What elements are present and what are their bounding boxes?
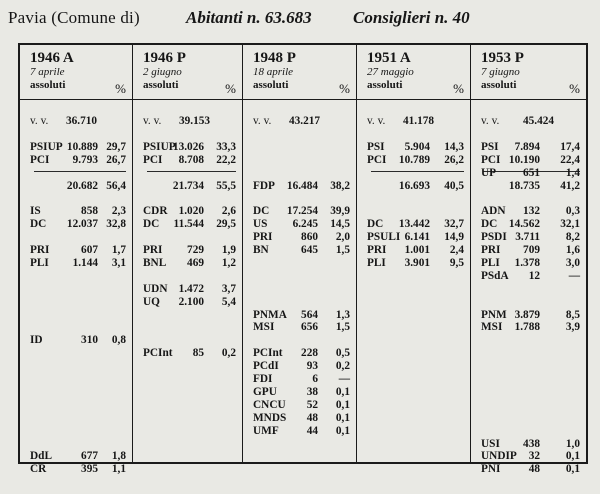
party-label: PCI [143,153,163,166]
vote-count: 564 [301,308,318,321]
party-row [471,257,586,269]
valid-votes-row [133,115,242,127]
party-row [20,244,132,256]
vote-percent: 3,1 [111,256,126,269]
party-label: CNCU [253,398,286,411]
vote-count: 38 [306,385,318,398]
party-row [243,360,356,372]
party-row [471,141,586,153]
vote-percent: 38,2 [330,179,350,192]
vote-count: 39.153 [179,115,211,127]
vote-count: 3.879 [514,308,540,321]
vote-count: 438 [523,437,540,450]
vote-percent: 2,0 [335,231,350,244]
party-row [20,463,132,475]
party-row [243,309,356,321]
party-row [243,373,356,385]
column-header [133,45,242,100]
vote-percent: 1,2 [221,256,236,269]
absolute-label: assoluti [30,79,66,91]
party-label: PLI [367,256,386,269]
party-row [243,321,356,333]
vote-count: 6.245 [292,218,318,231]
vote-percent: 32,7 [444,218,464,231]
party-row [133,296,242,308]
party-row [471,231,586,243]
party-row [20,450,132,462]
party-label: PCdI [253,360,279,373]
party-row [243,205,356,217]
vote-percent: 39,9 [330,205,350,218]
vote-count: 93 [306,360,318,373]
party-label: PSULI [367,231,401,244]
party-label: PLI [30,256,49,269]
party-label: CR [30,463,47,476]
vote-count: 13.442 [398,218,430,231]
party-row [133,141,242,153]
party-label: PNM [481,308,507,321]
party-label: PSDI [481,231,507,244]
vote-count: 16.693 [398,179,430,192]
party-label: PCInt [253,347,283,360]
party-label: UQ [143,295,160,308]
vote-percent: — [338,373,350,385]
vote-percent: 0,1 [565,450,580,463]
party-label: PRI [367,244,387,256]
party-label: MNDS [253,411,287,424]
vote-count: 656 [301,321,318,334]
party-row [471,309,586,321]
vote-percent: 1,5 [335,321,350,334]
vote-count: 607 [81,244,98,256]
vote-percent: 3,0 [565,256,580,269]
party-label: v. v. [143,115,162,127]
party-label: PRI [481,244,501,256]
vote-percent: 0,1 [565,463,580,476]
party-label: PNMA [253,308,287,321]
year-column [132,45,242,462]
party-label: FDI [253,373,273,385]
election-year: 1951 A [367,50,411,66]
party-row [133,283,242,295]
vote-count: 3.901 [404,256,430,269]
percent-label: % [569,81,580,96]
vote-percent: 55,5 [216,179,236,192]
valid-votes-row [357,115,470,127]
party-label: UMF [253,424,279,437]
vote-percent: 1,5 [335,244,350,256]
vote-count: 18.735 [508,179,540,192]
vote-percent: 29,5 [216,218,236,231]
absolute-label: assoluti [143,79,179,91]
subtotal-row [357,180,470,192]
party-row [357,154,470,166]
vote-percent: 29,7 [106,140,126,153]
absolute-label: assoluti [481,79,517,91]
party-label: v. v. [253,115,272,127]
party-label: ADN [481,205,506,218]
year-column [470,45,586,476]
vote-percent: 1,8 [111,450,126,463]
vote-percent: 32,8 [106,218,126,231]
party-label: PCInt [143,347,173,360]
party-label: v. v. [367,115,386,127]
party-label: US [253,218,268,231]
party-label: v. v. [30,115,49,127]
election-date: 18 aprile [253,66,294,78]
vote-count: 13.026 [172,140,204,153]
party-label: UP [481,166,497,179]
vote-count: 41.178 [403,115,435,127]
vote-percent: 26,7 [106,153,126,166]
year-column [356,45,470,462]
party-row [20,205,132,217]
vote-count: 7.894 [514,140,540,153]
party-row [243,244,356,256]
vote-count: 9.793 [72,153,98,166]
party-label: DC [481,218,498,231]
vote-percent: 3,9 [565,321,580,334]
year-column [242,45,356,462]
vote-percent: 26,2 [444,153,464,166]
vote-percent: 0,3 [565,205,580,218]
party-label: ID [30,334,43,347]
election-date: 7 giugno [481,66,520,78]
party-row [20,141,132,153]
party-label: DC [30,218,47,231]
party-label: USI [481,437,500,450]
valid-votes-row [20,115,132,127]
party-row [243,180,356,192]
party-row [20,218,132,230]
percent-label: % [453,81,464,96]
election-date: 7 aprile [30,66,65,78]
vote-percent: 40,5 [444,179,464,192]
vote-count: 20.682 [66,179,98,192]
party-label: DC [367,218,384,231]
party-label: PCI [481,153,501,166]
vote-percent: 56,4 [106,179,126,192]
vote-count: 45.424 [523,115,555,127]
party-label: PRI [253,231,273,244]
vote-count: 645 [301,244,318,256]
vote-count: 3.711 [515,231,540,244]
party-row [20,257,132,269]
absolute-label: assoluti [253,79,289,91]
party-row [243,386,356,398]
column-header [20,45,132,100]
vote-count: 6 [312,373,318,385]
vote-percent: 0,8 [111,334,126,347]
vote-percent: 1,4 [565,166,580,179]
vote-percent: — [568,269,580,282]
vote-percent: 32,1 [560,218,580,231]
party-row [471,270,586,282]
vote-percent: 0,1 [335,424,350,437]
vote-count: 860 [301,231,318,244]
election-year: 1953 P [481,50,524,66]
vote-count: 8.708 [178,153,204,166]
party-row [133,218,242,230]
vote-count: 12.037 [66,218,98,231]
party-label: FDP [253,179,275,192]
party-label: CDR [143,205,168,218]
vote-count: 5.904 [404,140,430,153]
vote-percent: 9,5 [449,256,464,269]
councillors-count: Consiglieri n. 40 [353,8,470,27]
party-label: PCI [367,153,387,166]
vote-percent: 8,5 [565,308,580,321]
vote-count: 10.889 [66,140,98,153]
party-row [133,154,242,166]
party-label: PNI [481,463,501,476]
vote-percent: 0,1 [335,411,350,424]
subtotal-row [20,180,132,192]
vote-count: 48 [528,463,540,476]
vote-percent: 3,7 [221,282,236,295]
vote-percent: 1,1 [111,463,126,476]
party-label: BNL [143,256,167,269]
party-label: BN [253,244,269,256]
vote-count: 14.562 [508,218,540,231]
vote-percent: 14,5 [330,218,350,231]
election-year: 1946 P [143,50,186,66]
vote-percent: 1,0 [565,437,580,450]
vote-count: 228 [301,347,318,360]
vote-count: 85 [192,347,204,360]
percent-label: % [115,81,126,96]
party-label: UNDIP [481,450,517,463]
party-label: PSI [367,140,385,153]
party-row [243,399,356,411]
party-row [357,244,470,256]
party-row [471,463,586,475]
party-label: PSdA [481,269,509,282]
vote-count: 858 [81,205,98,218]
party-row [133,257,242,269]
election-year: 1948 P [253,50,296,66]
party-row [471,438,586,450]
vote-count: 1.144 [72,256,98,269]
party-label: PLI [481,256,500,269]
vote-percent: 0,2 [335,360,350,373]
vote-count: 1.378 [514,256,540,269]
election-date: 27 maggio [367,66,414,78]
percent-label: % [339,81,350,96]
vote-count: 6.141 [404,231,430,244]
vote-percent: 2,6 [221,205,236,218]
vote-percent: 0,1 [335,385,350,398]
vote-count: 677 [81,450,98,463]
party-row [133,205,242,217]
election-year: 1946 A [30,50,74,66]
party-row [243,425,356,437]
vote-percent: 17,4 [560,140,580,153]
vote-percent: 22,4 [560,153,580,166]
vote-count: 1.001 [404,244,430,256]
vote-count: 310 [81,334,98,347]
subtotal-rule [371,171,464,172]
party-row [357,257,470,269]
party-label: DC [143,218,160,231]
inhabitants-count: Abitanti n. 63.683 [186,8,312,27]
party-label: PSI [481,140,499,153]
vote-percent: 14,3 [444,140,464,153]
vote-count: 43.217 [289,115,321,127]
election-results-table [18,43,588,476]
vote-percent: 14,9 [444,231,464,244]
party-label: PRI [143,244,163,256]
vote-percent: 8,2 [565,231,580,244]
vote-percent: 2,4 [449,244,464,256]
vote-count: 132 [523,205,540,218]
vote-count: 10.190 [508,153,540,166]
party-label: PCI [30,153,50,166]
vote-count: 709 [523,244,540,256]
party-label: UDN [143,282,168,295]
vote-count: 729 [187,244,204,256]
subtotal-row [471,180,586,192]
party-row [243,412,356,424]
vote-count: 1.020 [178,205,204,218]
party-row [20,334,132,346]
vote-percent: 0,2 [221,347,236,360]
party-row [471,244,586,256]
valid-votes-row [471,115,586,127]
election-date: 2 giugno [143,66,182,78]
party-row [243,347,356,359]
party-label: PRI [30,244,50,256]
party-row [357,218,470,230]
vote-count: 651 [523,166,540,179]
vote-count: 395 [81,463,98,476]
party-row [20,154,132,166]
vote-count: 16.484 [286,179,318,192]
subtotal-rule [147,171,236,172]
vote-count: 10.789 [398,153,430,166]
vote-percent: 0,1 [335,398,350,411]
party-label: GPU [253,385,277,398]
party-row [471,205,586,217]
vote-percent: 41,2 [560,179,580,192]
vote-percent: 1,7 [111,244,126,256]
column-header [243,45,356,100]
year-column [20,45,132,476]
vote-count: 52 [306,398,318,411]
page-header [8,8,592,34]
vote-count: 17.254 [286,205,318,218]
subtotal-row [133,180,242,192]
vote-count: 44 [306,424,318,437]
vote-count: 48 [306,411,318,424]
vote-count: 21.734 [172,179,204,192]
party-row [357,231,470,243]
vote-count: 36.710 [66,115,98,127]
party-label: DC [253,205,270,218]
party-label: PSIUP [143,140,176,153]
vote-count: 32 [528,450,540,463]
subtotal-rule [34,171,126,172]
vote-count: 1.472 [178,282,204,295]
party-row [471,450,586,462]
valid-votes-row [243,115,356,127]
party-label: v. v. [481,115,500,127]
party-row [471,167,586,179]
vote-percent: 1,9 [221,244,236,256]
party-label: IS [30,205,41,218]
municipality-title: Pavia (Comune di) [8,8,140,27]
party-row [471,154,586,166]
party-label: MSI [253,321,275,334]
party-row [133,347,242,359]
vote-count: 2.100 [178,295,204,308]
vote-percent: 1,6 [565,244,580,256]
party-row [133,244,242,256]
column-header [357,45,470,100]
vote-percent: 33,3 [216,140,236,153]
vote-percent: 5,4 [221,295,236,308]
vote-percent: 0,5 [335,347,350,360]
vote-percent: 22,2 [216,153,236,166]
party-label: DdL [30,450,52,463]
party-row [471,321,586,333]
column-header [471,45,586,100]
vote-count: 469 [187,256,204,269]
party-row [357,141,470,153]
percent-label: % [225,81,236,96]
vote-percent: 2,3 [111,205,126,218]
vote-count: 12 [528,269,540,282]
party-label: PSIUP [30,140,63,153]
vote-percent: 1,3 [335,308,350,321]
party-label: MSI [481,321,503,334]
vote-count: 11.544 [173,218,204,231]
absolute-label: assoluti [367,79,403,91]
vote-count: 1.788 [514,321,540,334]
party-row [471,218,586,230]
party-row [243,218,356,230]
party-row [243,231,356,243]
